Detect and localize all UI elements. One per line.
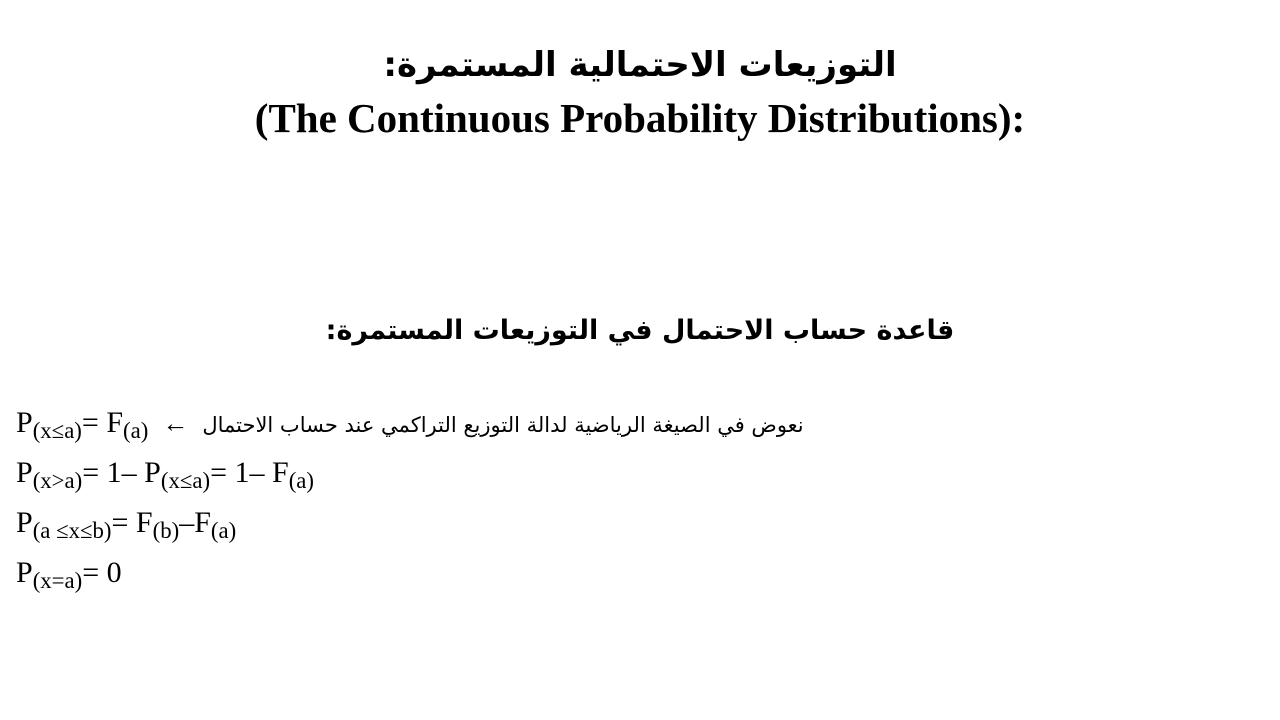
left-arrow-icon: ← (162, 409, 189, 438)
formula-row (16, 558, 1264, 608)
page-title-english: :(The Continuous Probability Distributions) (254, 94, 1026, 141)
formula-row (16, 408, 1264, 458)
formula-arabic-note: نعوض في الصيغة الرياضية لدالة التوزيع التراكمي عند حساب الاحتمال (202, 413, 804, 437)
title-block (0, 44, 1280, 144)
section-subheading: قاعدة حساب الاحتمال في التوزيعات المستمرة: (325, 315, 955, 346)
formula-expression: $P_{(x=a)}= 0$ (16, 556, 122, 593)
formula-expression: $P_{(x\le a)}= F_{(a)}$ (16, 406, 149, 443)
formula-row (16, 458, 1264, 508)
formula-row (16, 508, 1264, 558)
formula-expression: $P_{(a \le x\le b)}= F_{(b)}-F_{(a)}$ (16, 506, 237, 543)
formula-expression: $P_{(x>a)}= 1-$ $P_{(x\le a)}= 1-$ $F_{(a)}$ (16, 456, 314, 493)
page-title-arabic: التوزيعات الاحتمالية المستمرة: (383, 45, 897, 85)
formula-list (0, 408, 1280, 608)
